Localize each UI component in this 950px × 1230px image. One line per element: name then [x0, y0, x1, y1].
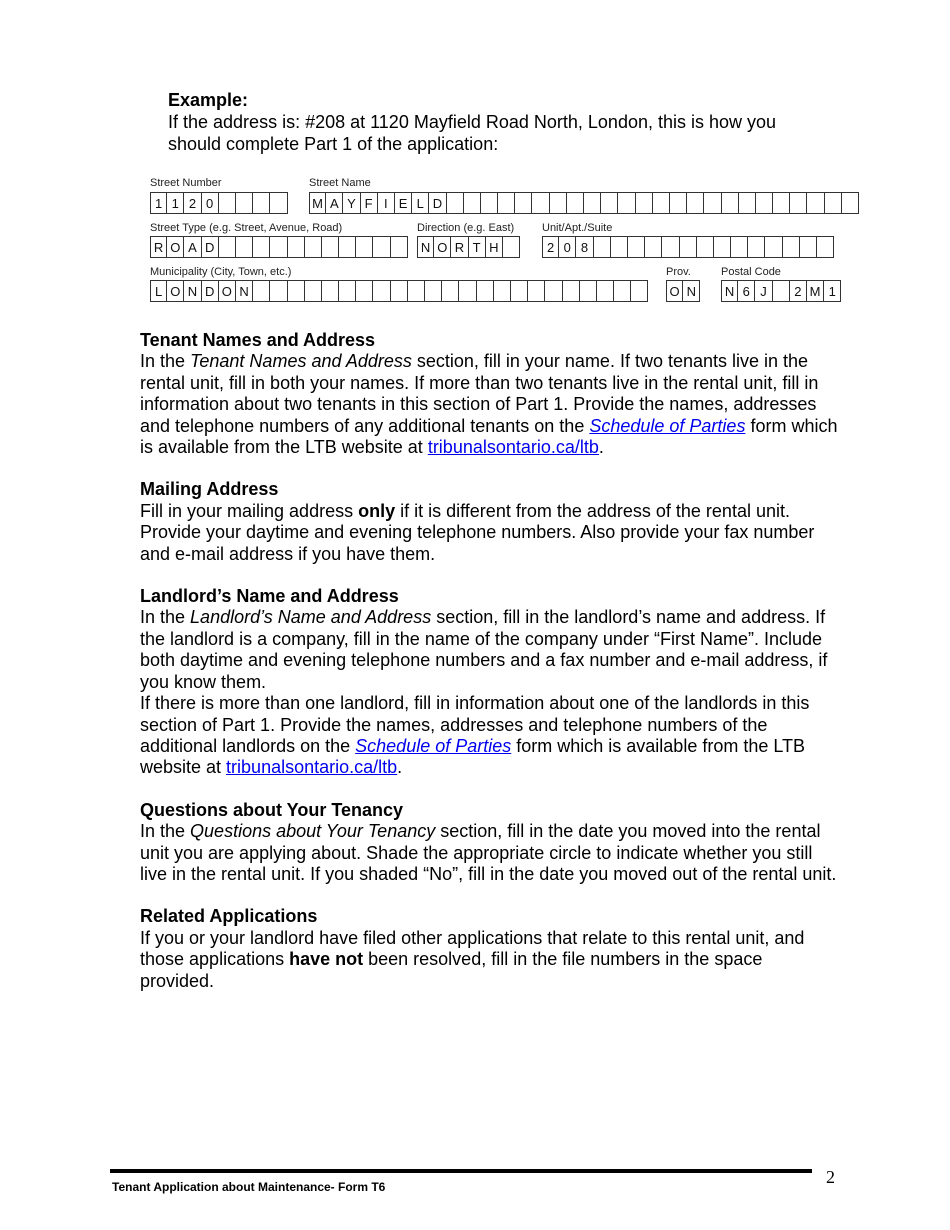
char-box [515, 192, 532, 214]
landlord-paragraph-2 [140, 693, 840, 779]
char-box [739, 192, 756, 214]
char-box [322, 280, 339, 302]
example-line-1: If the address is: #208 at 1120 Mayfield Road North, London, this is how you [168, 112, 777, 132]
char-box [584, 192, 601, 214]
province-boxes [666, 280, 700, 302]
char-box: E [395, 192, 412, 214]
char-box: O [167, 236, 184, 258]
tenancy-questions-paragraph [140, 821, 840, 885]
text-run-italic: Landlord’s Name and Address [190, 607, 432, 628]
char-box: 8 [576, 236, 593, 258]
char-box [790, 192, 807, 214]
char-box: O [219, 280, 236, 302]
char-box [356, 236, 373, 258]
page-number: 2 [826, 1167, 835, 1187]
char-box: Y [343, 192, 360, 214]
char-box [373, 280, 390, 302]
char-box [597, 280, 614, 302]
direction-boxes [417, 236, 520, 258]
char-box [842, 192, 859, 214]
landlord-paragraph-1 [140, 607, 840, 693]
char-box [481, 192, 498, 214]
char-box: 1 [824, 280, 841, 302]
char-box [825, 192, 842, 214]
char-box: N [683, 280, 700, 302]
char-box: 6 [738, 280, 755, 302]
text-run: if it is different from the address of the rental unit. Provide your daytime and evening telephone numbers. Also provide your fax number and e-mail address if you have them. [140, 500, 815, 564]
char-box [494, 280, 511, 302]
related-applications-heading: Related Applications [140, 906, 318, 927]
text-run: form which is available from the LTB website at [140, 415, 838, 458]
char-box [567, 192, 584, 214]
text-run: In the [140, 607, 191, 628]
unit-boxes [542, 236, 834, 258]
text-run: In the [140, 821, 191, 842]
char-box: D [202, 236, 219, 258]
char-box [697, 236, 714, 258]
schedule-of-parties-link[interactable]: Schedule of Parties [589, 415, 746, 436]
char-box [253, 192, 270, 214]
char-box: 0 [202, 192, 219, 214]
char-box [305, 236, 322, 258]
char-box: A [184, 236, 201, 258]
char-box [601, 192, 618, 214]
footer-form-title: Tenant Application about Maintenance- Form T6 [112, 1180, 386, 1194]
char-box: 2 [184, 192, 201, 214]
char-box [628, 236, 645, 258]
char-box [545, 280, 562, 302]
char-box [288, 280, 305, 302]
char-box: M [807, 280, 824, 302]
section-tenant-names [140, 330, 840, 458]
char-box [356, 280, 373, 302]
section-mailing-address [140, 479, 840, 565]
char-box: 2 [790, 280, 807, 302]
char-box: O [434, 236, 451, 258]
street-type-boxes [150, 236, 408, 258]
char-box [322, 236, 339, 258]
char-box [618, 192, 635, 214]
char-box [563, 280, 580, 302]
text-run: form which is available from the LTB website at [140, 735, 806, 778]
char-box: 1 [150, 192, 167, 214]
text-run: If you or your landlord have filed other applications that relate to this rental unit, and those applications [140, 927, 805, 970]
char-box [594, 236, 611, 258]
char-box [288, 236, 305, 258]
char-box [391, 236, 408, 258]
char-box [748, 236, 765, 258]
unit-label: Unit/Apt./Suite [542, 222, 613, 234]
tenant-names-paragraph [140, 351, 840, 458]
char-box [425, 280, 442, 302]
street-name-boxes [309, 192, 859, 214]
char-box: L [150, 280, 167, 302]
char-box: A [326, 192, 343, 214]
text-run-italic: Questions about Your Tenancy [190, 821, 436, 842]
municipality-boxes [150, 280, 648, 302]
street-name-label: Street Name [309, 177, 371, 189]
direction-label: Direction (e.g. East) [417, 222, 515, 234]
text-run: If there is more than one landlord, fill in information about one of the landlords in this section of Part 1. Provide the names, addresses and telephone numbers of the additional landlords on the [140, 693, 810, 756]
char-box [773, 192, 790, 214]
street-type-label: Street Type (e.g. Street, Avenue, Road) [150, 222, 343, 234]
text-run-bold: only [358, 500, 396, 521]
example-line-2: should complete Part 1 of the application: [168, 134, 499, 154]
text-run: . [598, 437, 604, 458]
char-box: 1 [167, 192, 184, 214]
char-box [662, 236, 679, 258]
mailing-address-heading: Mailing Address [140, 479, 279, 500]
text-run-italic: Tenant Names and Address [190, 351, 412, 372]
char-box [219, 236, 236, 258]
section-landlord [140, 586, 840, 779]
char-box [442, 280, 459, 302]
char-box [498, 192, 515, 214]
char-box [631, 280, 648, 302]
char-box: N [236, 280, 253, 302]
section-tenancy-questions [140, 800, 840, 886]
char-box [670, 192, 687, 214]
char-box [339, 236, 356, 258]
char-box [807, 192, 824, 214]
char-box [219, 192, 236, 214]
char-box [532, 192, 549, 214]
char-box: D [202, 280, 219, 302]
char-box [756, 192, 773, 214]
text-run: Fill in your mailing address [140, 500, 359, 521]
ltb-website-link[interactable]: tribunalsontario.ca/ltb [427, 437, 599, 458]
char-box [800, 236, 817, 258]
char-box: H [486, 236, 503, 258]
char-box [614, 280, 631, 302]
char-box [704, 192, 721, 214]
footer-rule [110, 1169, 812, 1173]
char-box: D [429, 192, 446, 214]
char-box [783, 236, 800, 258]
char-box [373, 236, 390, 258]
char-box: J [755, 280, 772, 302]
char-box [270, 192, 287, 214]
char-box: 0 [559, 236, 576, 258]
char-box [408, 280, 425, 302]
char-box [611, 236, 628, 258]
ltb-website-link[interactable]: tribunalsontario.ca/ltb [226, 757, 398, 778]
char-box [511, 280, 528, 302]
related-applications-paragraph [140, 928, 840, 992]
text-run: section, fill in the date you moved into the rental unit you are applying about. Shade the appropriate circle to indicate whether you still live in the rental unit. If you shaded “No”, fill in the date you moved out of the rental unit. [140, 821, 837, 884]
text-run: been resolved, fill in the file numbers in the space provided. [140, 949, 763, 991]
text-run-bold: have not [289, 949, 364, 970]
char-box: O [167, 280, 184, 302]
char-box: M [309, 192, 326, 214]
char-box [270, 280, 287, 302]
char-box [447, 192, 464, 214]
char-box [773, 280, 790, 302]
text-run: . [397, 757, 403, 778]
landlord-heading: Landlord’s Name and Address [140, 586, 399, 607]
char-box [636, 192, 653, 214]
char-box: R [150, 236, 167, 258]
char-box [528, 280, 545, 302]
example-block [168, 89, 848, 155]
char-box [580, 280, 597, 302]
char-box [765, 236, 782, 258]
char-box [305, 280, 322, 302]
char-box [645, 236, 662, 258]
postal-code-boxes [721, 280, 841, 302]
char-box [464, 192, 481, 214]
postal-code-label: Postal Code [721, 266, 781, 278]
street-number-boxes [150, 192, 288, 214]
char-box [653, 192, 670, 214]
char-box [339, 280, 356, 302]
tenant-names-heading: Tenant Names and Address [140, 330, 376, 350]
char-box: N [417, 236, 434, 258]
section-related-applications [140, 906, 840, 992]
char-box [714, 236, 731, 258]
char-box: N [184, 280, 201, 302]
char-box [391, 280, 408, 302]
char-box: R [451, 236, 468, 258]
mailing-address-paragraph [140, 501, 840, 565]
char-box: F [361, 192, 378, 214]
example-heading: Example: [168, 90, 249, 110]
char-box [270, 236, 287, 258]
char-box: 2 [542, 236, 559, 258]
tenancy-questions-heading: Questions about Your Tenancy [140, 799, 404, 820]
street-number-label: Street Number [150, 177, 222, 189]
char-box [722, 192, 739, 214]
char-box [253, 236, 270, 258]
char-box [550, 192, 567, 214]
char-box [253, 280, 270, 302]
char-box: I [378, 192, 395, 214]
char-box [503, 236, 520, 258]
char-box: N [721, 280, 738, 302]
char-box: T [469, 236, 486, 258]
address-form-example [148, 176, 848, 306]
char-box: L [412, 192, 429, 214]
char-box [687, 192, 704, 214]
text-run: section, fill in the landlord’s name and address. If the landlord is a company, fill in the name of the company under “First Name”. Include both daytime and evening telephone numbers and a fax number and e-mail address, if you know them. [140, 607, 828, 692]
char-box [477, 280, 494, 302]
text-run: section, fill in your name. If two tenants live in the rental unit, fill in both your names. If more than two tenants live in the rental unit, fill in information about two tenants in this section of Part 1. Provide the names, addresses and telephone numbers of any additional tenants on the [140, 351, 819, 436]
char-box [459, 280, 476, 302]
char-box: O [666, 280, 683, 302]
instructions-body [140, 330, 840, 1013]
char-box [680, 236, 697, 258]
schedule-of-parties-link[interactable]: Schedule of Parties [355, 735, 512, 756]
char-box [236, 192, 253, 214]
province-label: Prov. [666, 266, 691, 278]
text-run: In the [140, 351, 191, 372]
municipality-label: Municipality (City, Town, etc.) [150, 266, 292, 278]
char-box [731, 236, 748, 258]
char-box [236, 236, 253, 258]
char-box [817, 236, 834, 258]
